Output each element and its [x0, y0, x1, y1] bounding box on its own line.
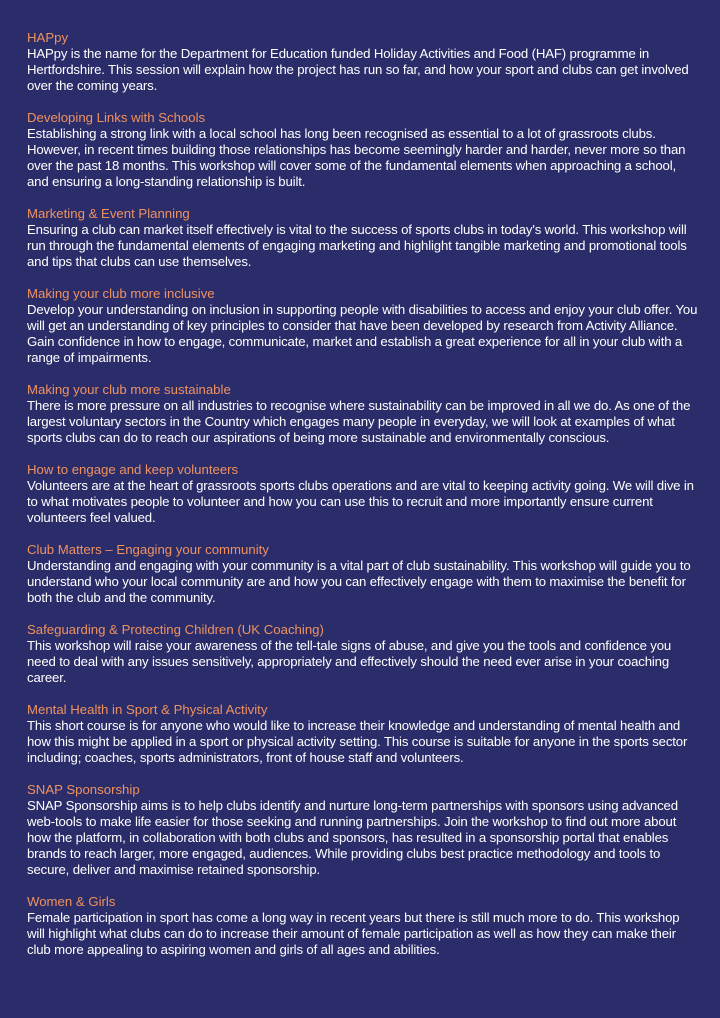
section-body: Volunteers are at the heart of grassroots sports clubs operations and are vital to keeping activity going. We will dive in to what motivates people to volunteer and how you can use this to recruit and more importantly ensure current volunteers feel valued. [27, 478, 694, 525]
section-title: Making your club more inclusive [27, 286, 215, 301]
section-mental-health [27, 702, 700, 766]
section-body: This short course is for anyone who would like to increase their knowledge and understanding of mental health and how this might be applied in a sport or physical activity setting. This course is suitable for anyone in the sports sector including; coaches, sports administrators, front of house staff and volunteers. [27, 718, 688, 765]
section-developing-links-with-schools [27, 110, 700, 190]
section-body: Develop your understanding on inclusion in supporting people with disabilities to access and enjoy your club offer. You will get an understanding of key principles to consider that have been developed by research from Activity Alliance. Gain confidence in how to engage, communicate, market and establish a great experience for all in your club with a range of impairments. [27, 302, 698, 365]
section-body: There is more pressure on all industries to recognise where sustainability can be improved in all we do. As one of the largest voluntary sectors in the Country which engages many people in everyday, we will look at examples of what sports clubs can do to reach our aspirations of being more sustainable and environmentally conscious. [27, 398, 691, 445]
section-club-matters-community [27, 542, 700, 606]
section-body: Understanding and engaging with your community is a vital part of club sustainability. This workshop will guide you to understand who your local community are and how you can effectively engage with them to maximise the benefit for both the club and the community. [27, 558, 691, 605]
section-title: Club Matters – Engaging your community [27, 542, 269, 557]
section-title: Developing Links with Schools [27, 110, 206, 125]
section-body: HAPpy is the name for the Department for Education funded Holiday Activities and Food (HAF) programme in Hertfordshire. This session will explain how the project has run so far, and how your sport and clubs can get involved over the coming years. [27, 46, 689, 93]
section-marketing-event-planning [27, 206, 700, 270]
section-body: Establishing a strong link with a local school has long been recognised as essential to a lot of grassroots clubs. However, in recent times building those relationships has become seemingly harder and harder, never more so than over the past 18 months. This workshop will cover some of the fundamental elements when approaching a school, and ensuring a long-standing relationship is built. [27, 126, 686, 189]
section-happy [27, 30, 700, 94]
section-title: Women & Girls [27, 894, 116, 909]
section-body: SNAP Sponsorship aims is to help clubs identify and nurture long-term partnerships with sponsors using advanced web-tools to make life easier for those seeking and running partnerships. Join the workshop to find out more about how the platform, in collaboration with both clubs and sponsors, has resulted in a sponsorship portal that enables brands to reach larger, more engaged, audiences. While providing clubs best practice methodology and tools to secure, deliver and maximise retained sponsorship. [27, 798, 678, 877]
section-engage-keep-volunteers [27, 462, 700, 526]
section-body: Ensuring a club can market itself effectively is vital to the success of sports clubs in today's world. This workshop will run through the fundamental elements of engaging marketing and highlight tangible marketing and promotional tools and tips that clubs can use themselves. [27, 222, 687, 269]
section-title: Safeguarding & Protecting Children (UK Coaching) [27, 622, 324, 637]
section-body: This workshop will raise your awareness of the tell-tale signs of abuse, and give you the tools and confidence you need to deal with any issues sensitively, appropriately and effectively should the need ever arise in your coaching career. [27, 638, 672, 685]
section-safeguarding [27, 622, 700, 686]
section-title: SNAP Sponsorship [27, 782, 140, 797]
section-snap-sponsorship [27, 782, 700, 878]
section-title: HAPpy [27, 30, 69, 45]
section-making-club-sustainable [27, 382, 700, 446]
section-title: How to engage and keep volunteers [27, 462, 239, 477]
section-title: Marketing & Event Planning [27, 206, 190, 221]
section-title: Making your club more sustainable [27, 382, 231, 397]
section-women-girls [27, 894, 700, 958]
section-making-club-inclusive [27, 286, 700, 366]
section-title: Mental Health in Sport & Physical Activity [27, 702, 268, 717]
section-body: Female participation in sport has come a long way in recent years but there is still much more to do. This workshop will highlight what clubs can do to increase their amount of female participation as well as how they can make their club more appealing to aspiring women and girls of all ages and abilities. [27, 910, 680, 957]
